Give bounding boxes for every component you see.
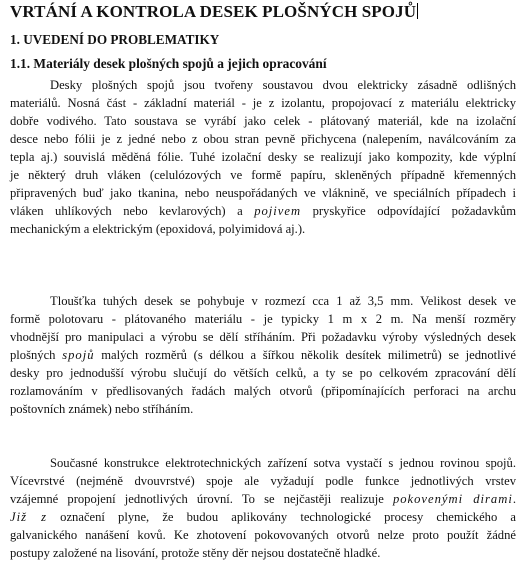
text-line: připravených buď jako tkanina, nebo neuspořádaných ve vláknině, ve speciálních případech i <box>10 186 516 200</box>
document-title <box>10 2 520 22</box>
text-line: poštovních známek) nebo stříháním. <box>10 402 194 416</box>
text-segment: malých rozměrů (s délkou a šířkou několik desítek milimetrů) se jednotlivé <box>94 348 517 362</box>
text-line <box>10 508 516 526</box>
text-segment: označení plyne, že budou aplikovány technologické procesy chemického a <box>47 510 516 524</box>
text-line: tepla aj.) souvislá měděná fólie. Tuhé izolační desky se realizují jako kompozity, kde výplní <box>10 150 516 164</box>
text-line: postupy založené na lisování, protože stěny děr nejsou dostatečně hladké. <box>10 546 381 560</box>
text-line: desky pro jednodušší výrobu slučují do větších celků, a ty se po celkovém zpracování dělí <box>10 366 516 380</box>
text-line: desce nebo fólii je z jedné nebo z obou stran pevně přichycena (nalepením, naválcováním za <box>10 132 516 146</box>
text-line: galvanického nanášení kovů. Ke zhotovení pokovovaných otvorů nelze proto použít žádné <box>10 528 516 542</box>
text-line <box>10 490 516 508</box>
text-line: Současné konstrukce elektrotechnických zařízení sotva vystačí s jednou rovinou spojů. <box>50 456 516 470</box>
text-line: materiálů. Nosná část - základní materiál - je z izolantu, propojovací z materiálu elektricky <box>10 96 516 110</box>
text-segment: pryskyřice odpovídající požadavkům <box>301 204 517 218</box>
text-line: dobře vodivého. Tato soustava se vyrábí jako celek - plátovaný materiál, kde na izolační <box>10 114 516 128</box>
text-line <box>10 202 516 220</box>
text-cursor <box>417 3 418 19</box>
text-line: vhodnější pro manipulaci a výrobu se dělí stříháním. Při požadavku výroby výsledných desek <box>10 330 516 344</box>
emphasized-term: pojivem <box>254 204 302 218</box>
text-line <box>10 346 516 364</box>
subsection-heading: 1.1. Materiály desek plošných spojů a jejich opracování <box>10 56 327 71</box>
emphasized-term: pokovenými dirami <box>392 492 513 506</box>
text-line: Desky plošných spojů jsou tvořeny soustavou dvou elektricky zásadně odlišných <box>50 78 516 92</box>
emphasized-term: spojů <box>62 348 95 362</box>
document-title-text: VRTÁNÍ A KONTROLA DESEK PLOŠNÝCH SPOJŮ <box>10 2 417 21</box>
text-line: Vícevrstvé (nejméně dvouvrstvé) spoje ale vyžadují podle funkce jednotlivých vrstev <box>10 474 516 488</box>
text-line: formě polotovaru - plátovaného materiálu - je typicky 1 m x 2 m. Na menší rozměry <box>10 312 516 326</box>
text-line: Tloušťka tuhých desek se pohybuje v rozmezí cca 1 až 3,5 mm. Velikost desek ve <box>50 294 516 308</box>
section-heading: 1. UVEDENÍ DO PROBLEMATIKY <box>10 32 220 47</box>
text-line: rozlamováním v předlisovaných řadách malých otvorů (připomínajících perforaci na archu <box>10 384 516 398</box>
text-segment: vláken uhlíkových nebo kevlarových) a <box>10 204 255 218</box>
text-segment: . <box>512 492 516 506</box>
emphasized-term: Již z <box>10 510 48 524</box>
text-segment: plošných <box>10 348 63 362</box>
text-line: mechanickým a elektrickým (epoxidová, polyimidová aj.). <box>10 222 306 236</box>
text-line: je některý druh vláken (celulózových ve formě papíru, skleněných případně křemenných <box>10 168 516 182</box>
text-segment: vzájemné propojení jednotlivých úrovní. To se nejčastěji realizuje <box>10 492 393 506</box>
